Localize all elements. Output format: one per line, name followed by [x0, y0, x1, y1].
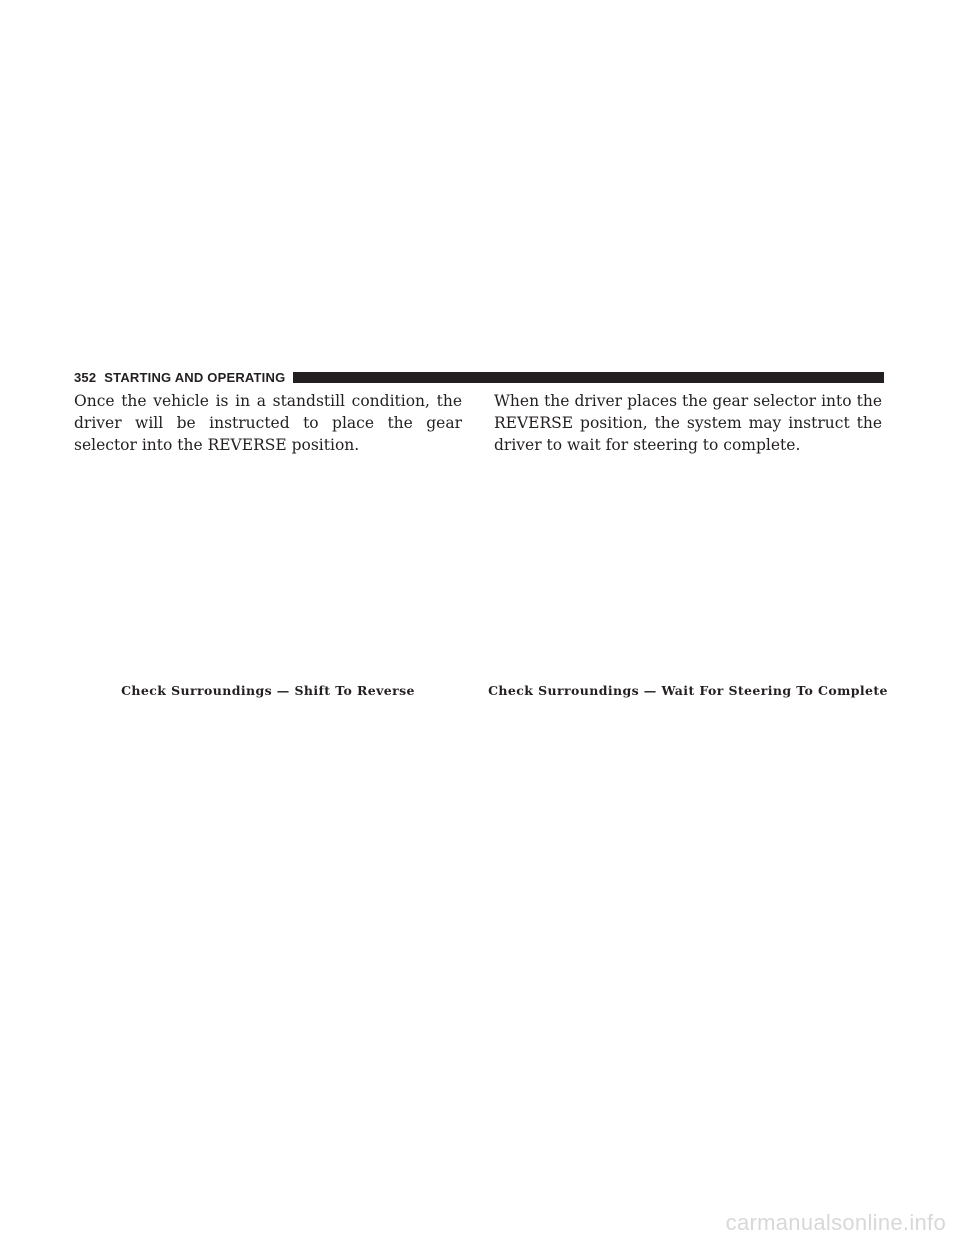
header-rule	[293, 372, 884, 383]
page-header	[74, 370, 884, 384]
left-figure-caption: Check Surroundings — Shift To Reverse	[121, 683, 415, 698]
page-number: 352	[74, 369, 97, 385]
watermark: carmanualsonline.info	[725, 1210, 946, 1235]
left-paragraph: Once the vehicle is in a standstill condition, the driver will be instructed to place the gear selector into the REVERSE position.	[74, 392, 462, 454]
right-figure-caption: Check Surroundings — Wait For Steering To Complete	[488, 683, 888, 698]
section-title: STARTING AND OPERATING	[104, 369, 286, 385]
right-paragraph: When the driver places the gear selector into the REVERSE position, the system may instruct the driver to wait for steering to complete.	[494, 392, 882, 454]
